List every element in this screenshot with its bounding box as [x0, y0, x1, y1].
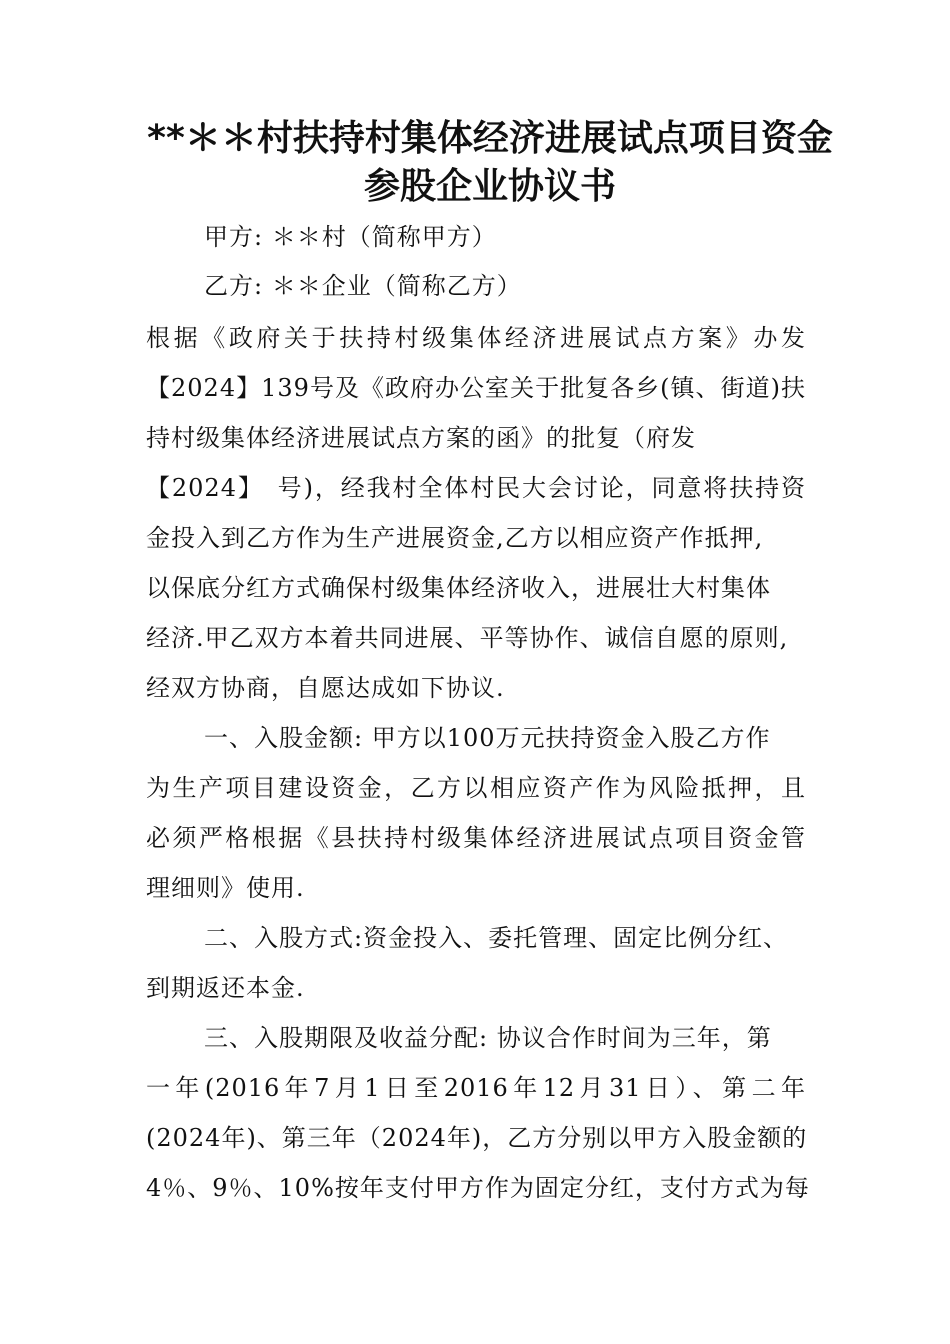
clause-1-line: 一、入股金额: 甲方以100万元扶持资金入股乙方作 — [204, 724, 771, 752]
clause-1-line: 为生产项目建设资金，乙方以相应资产作为风险抵押，且 — [146, 774, 806, 802]
preamble-line: 【2024】 号)，经我村全体村民大会讨论，同意将扶持资 — [146, 474, 806, 502]
clause-1-line: 必须严格根据《县扶持村级集体经济进展试点项目资金管 — [146, 824, 806, 852]
clause-3-line: 三、入股期限及收益分配: 协议合作时间为三年，第 — [204, 1024, 772, 1052]
preamble-line: 【2024】139号及《政府办公室关于批复各乡(镇、街道)扶 — [146, 374, 806, 402]
clause-3-line: 一年(2016年7月1日至2016年12月31日）、第二年 — [146, 1074, 806, 1102]
clause-2-line: 到期返还本金. — [146, 974, 305, 1002]
preamble-line: 经济.甲乙双方本着共同进展、平等协作、诚信自愿的原则, — [146, 624, 789, 652]
preamble-line: 根据《政府关于扶持村级集体经济进展试点方案》办发 — [146, 324, 806, 352]
clause-1-line: 理细则》使用. — [146, 874, 305, 902]
clause-3-line: (2024年)、第三年（2024年)，乙方分别以甲方入股金额的 — [146, 1124, 808, 1152]
preamble-line: 金投入到乙方作为生产进展资金,乙方以相应资产作抵押, — [146, 524, 764, 552]
clause-2-line: 二、入股方式:资金投入、委托管理、固定比例分红、 — [204, 924, 789, 952]
document-title-line-1: **＊＊村扶持村集体经济进展试点项目资金 — [147, 118, 833, 159]
preamble-line: 经双方协商，自愿达成如下协议. — [146, 674, 505, 702]
document-title-line-2: 参股企业协议书 — [363, 166, 616, 207]
preamble-line: 持村级集体经济进展试点方案的函》的批复（府发 — [146, 424, 696, 452]
preamble-line: 以保底分红方式确保村级集体经济收入，进展壮大村集体 — [146, 574, 771, 602]
clause-3-line: 4％、9％、10%按年支付甲方作为固定分红，支付方式为每 — [146, 1174, 810, 1202]
party-b-line: 乙方: ＊＊企业（简称乙方） — [204, 272, 522, 300]
party-a-line: 甲方: ＊＊村（简称甲方） — [204, 223, 497, 251]
